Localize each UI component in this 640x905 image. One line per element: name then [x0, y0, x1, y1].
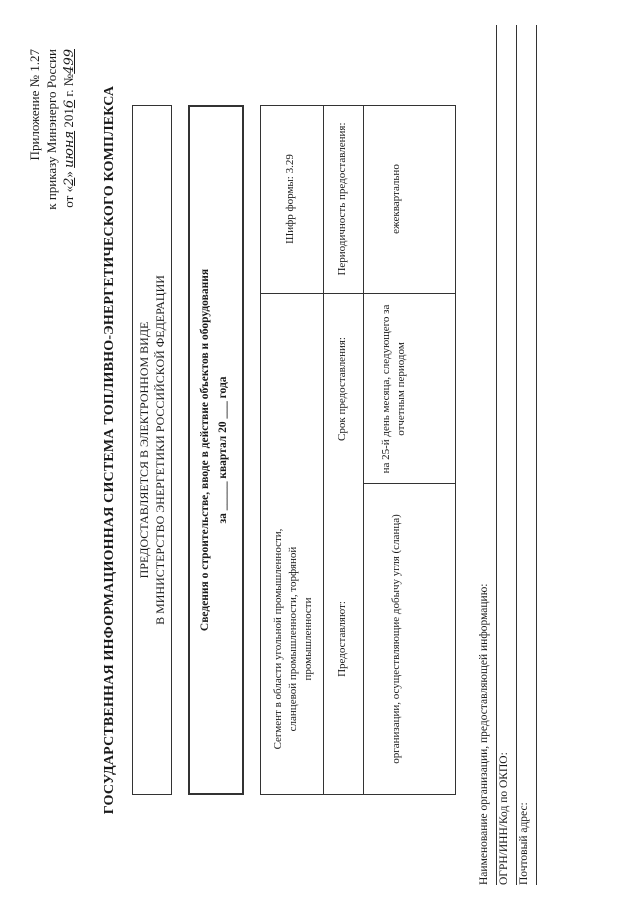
table-row-divider: [363, 106, 364, 794]
order-year-prefix: 201: [61, 108, 76, 131]
submit-line-1: ПРЕДОСТАВЛЯЕТСЯ В ЭЛЕКТРОННОМ ВИДЕ: [137, 321, 151, 579]
submit-line-2: В МИНИСТЕРСТВО ЭНЕРГЕТИКИ РОССИЙСКОЙ ФЕДЕРАЦИИ: [153, 275, 167, 625]
annex-block: [26, 49, 78, 210]
annex-line-1: Приложение № 1.27: [27, 49, 42, 161]
form-table: [260, 105, 456, 795]
order-number: 499: [62, 49, 77, 74]
rotated-content: [20, 25, 530, 885]
table-col-divider: [261, 293, 455, 294]
main-title: ГОСУДАРСТВЕННАЯ ИНФОРМАЦИОННАЯ СИСТЕМА ТОПЛИВНО-ЭНЕРГЕТИЧЕСКОГО КОМПЛЕКСА: [102, 85, 117, 815]
submit-box: [132, 105, 172, 795]
report-box: [188, 105, 244, 795]
value-frequency: ежеквартально: [390, 164, 402, 234]
org-name-line: Наименование организации, предоставляющей информацию:: [476, 25, 497, 885]
table-row-divider: [323, 106, 324, 794]
header-providers: Предоставляют:: [336, 601, 348, 677]
annex-order-line: [60, 49, 78, 210]
annex-line-2: к приказу Минэнерго России: [44, 49, 59, 210]
table-col-divider: [363, 483, 455, 484]
order-prefix: от «: [61, 185, 76, 208]
value-deadline: на 25-й день месяца, следующего за отчетным периодом: [380, 304, 407, 474]
order-mid: »: [61, 171, 76, 178]
segment-cell: Сегмент в области угольной промышленности, сланцевой промышленности, торфяной промышленности: [272, 528, 314, 750]
value-providers: организации, осуществляющие добычу угля (сланца): [390, 514, 402, 764]
report-title: Сведения о строительстве, вводе в действие объектов и оборудования: [199, 268, 211, 632]
order-year-digit: 6: [62, 99, 77, 109]
header-frequency: Периодичность предоставления:: [336, 122, 348, 276]
ogrn-line: ОГРН/ИНН/Код по ОКПО:: [496, 25, 517, 885]
order-number-prefix: г. №: [61, 73, 76, 100]
order-day: 2: [62, 177, 77, 186]
address-line: Почтовый адрес:: [516, 25, 537, 885]
form-code-cell: Шифр формы: 3.29: [284, 154, 296, 244]
report-period: за _____ квартал 20 ___ года: [217, 376, 229, 524]
header-deadline: Срок предоставления:: [336, 337, 348, 441]
order-month: июня: [62, 130, 77, 168]
